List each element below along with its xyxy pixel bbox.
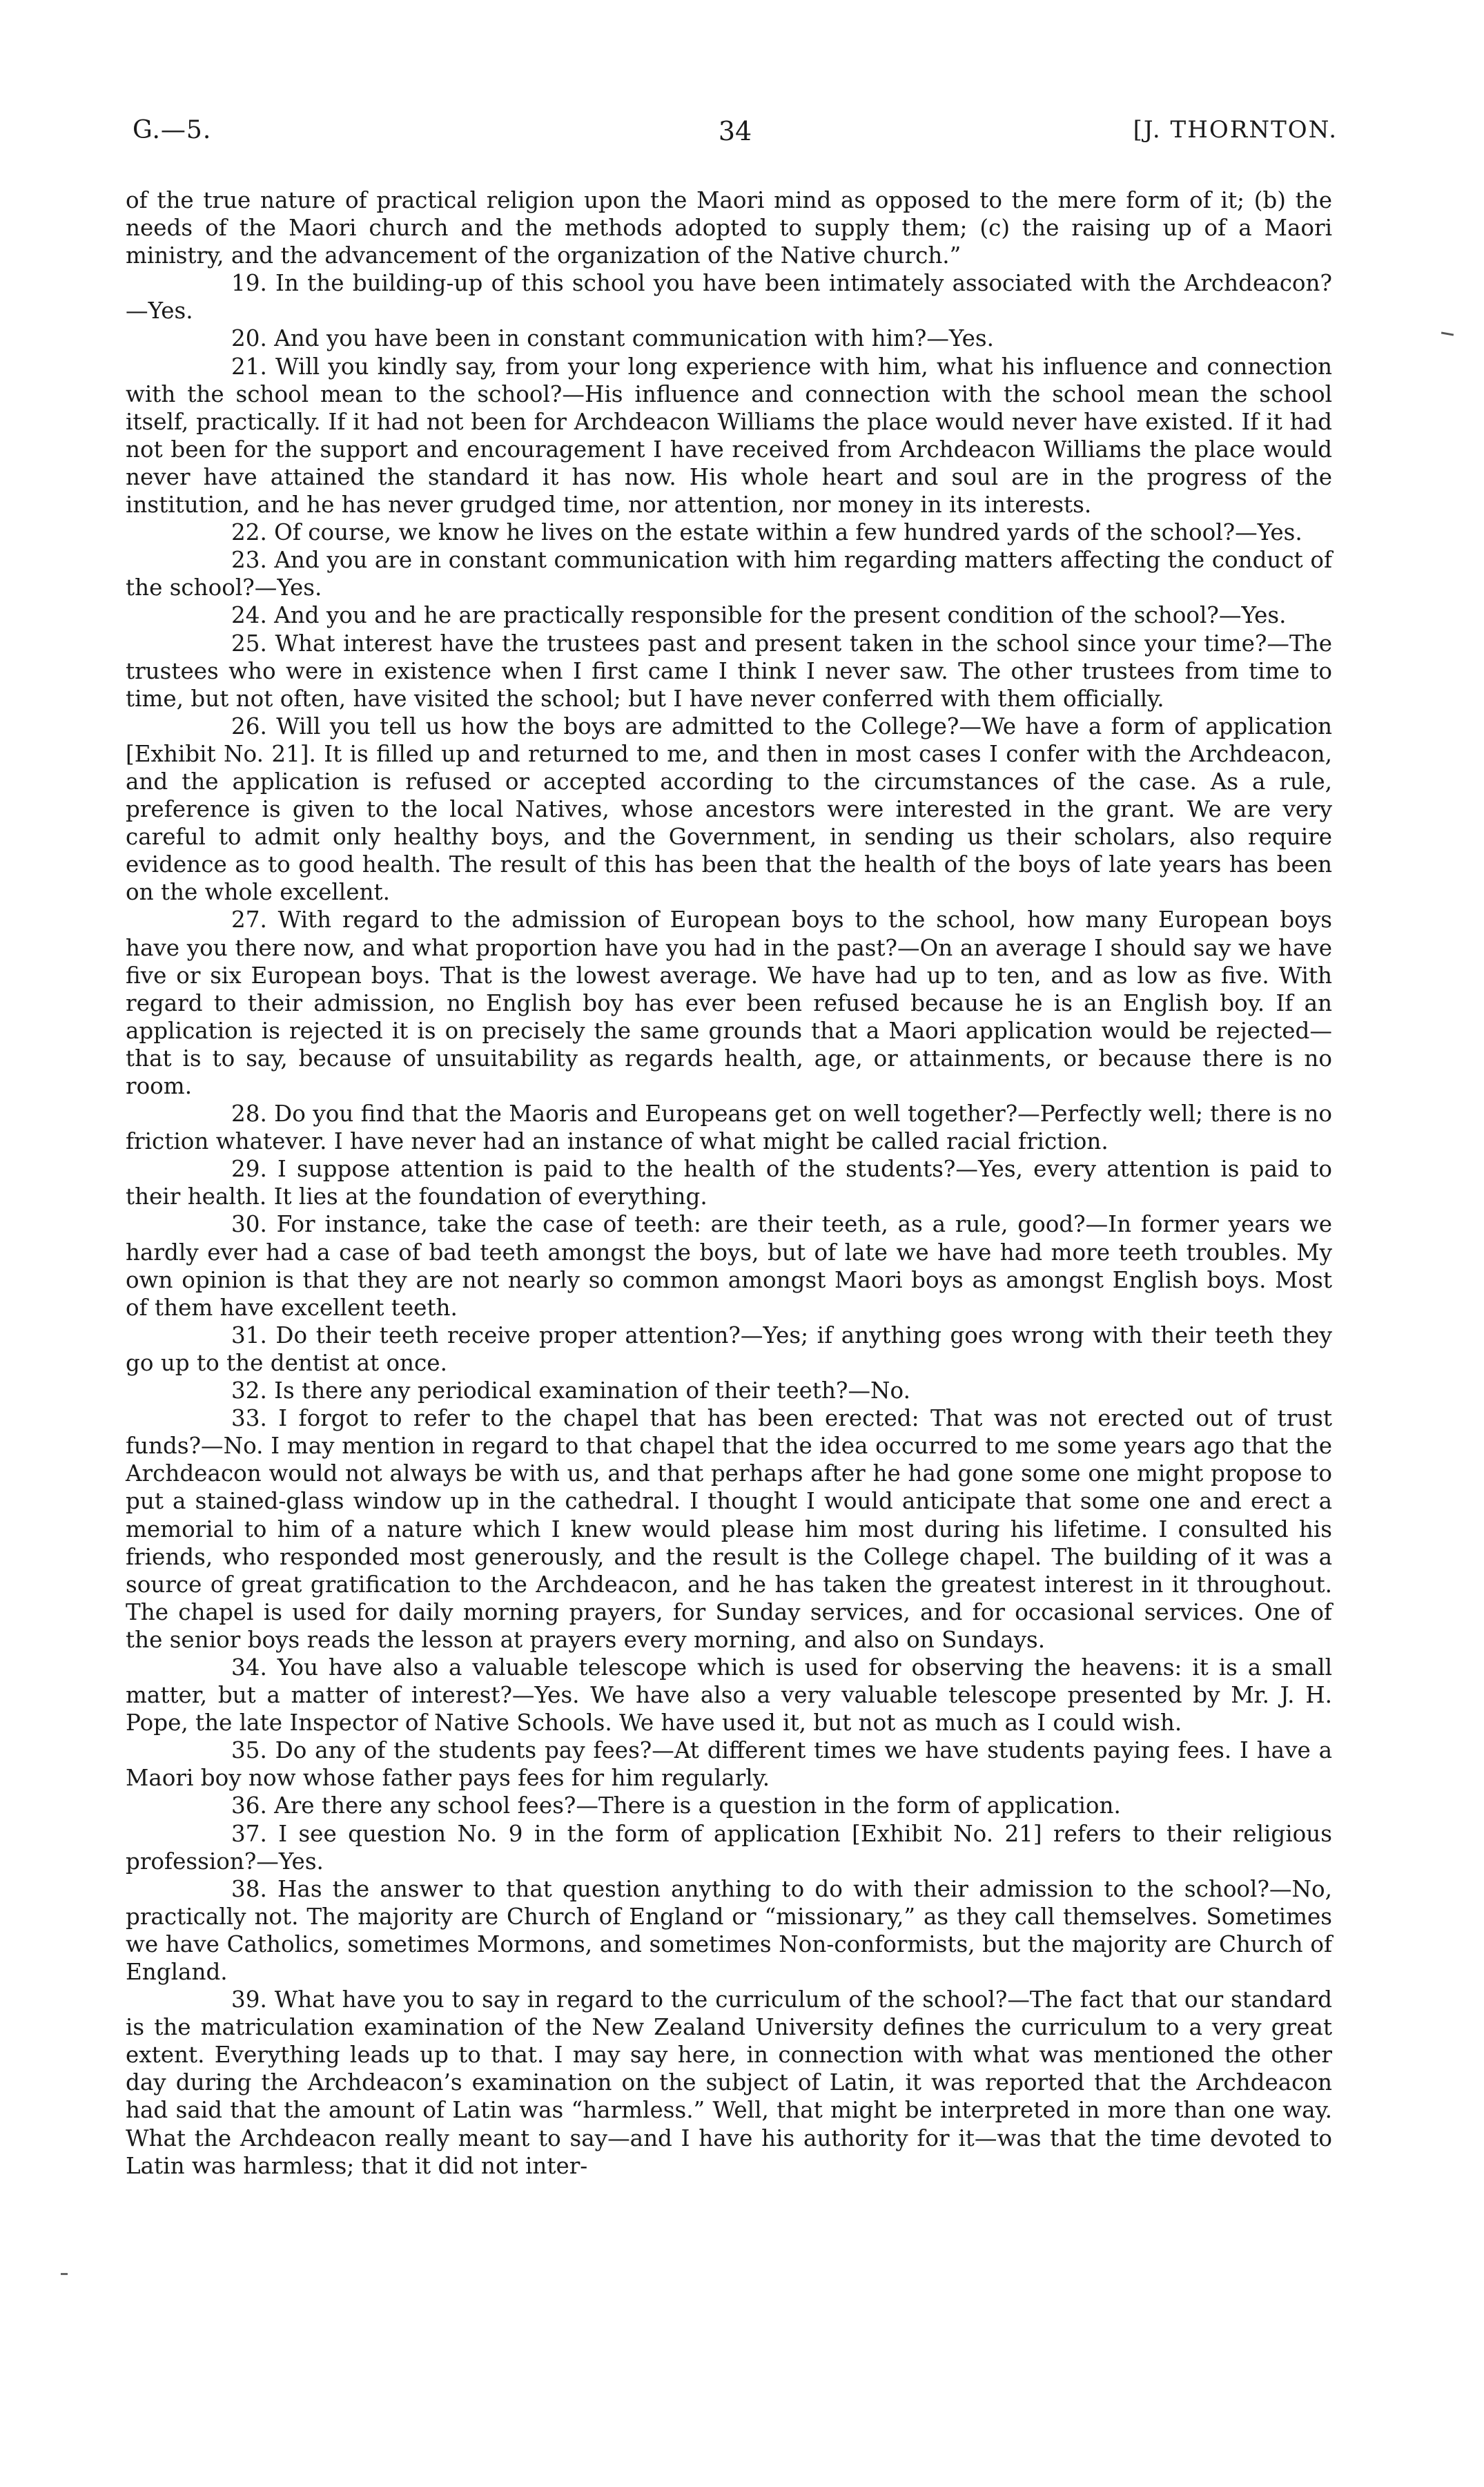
page-header — [133, 116, 1338, 157]
paragraph-q30: 30. For instance, take the case of teeth: are their teeth, as a rule, good?—In former years we hardly ever had a case of bad teeth amongst the boys, but of late we have had more teeth troubles. My own opinion is that they are not nearly so common amongst Maori boys as amongst English boys. Most of them have excellent teeth. — [126, 1211, 1332, 1321]
margin-mark — [61, 2273, 68, 2275]
paragraph-q35: 35. Do any of the students pay fees?—At different times we have students paying fees. I have a Maori boy now whose father pays fees for him regularly. — [126, 1737, 1332, 1792]
paragraph-q26: 26. Will you tell us how the boys are admitted to the College?—We have a form of application [Exhibit No. 21]. It is filled up and returned to me, and then in most cases I confer with the Archdeacon, and the application is refused or accepted according to the circumstances of the case. As a rule, preference is given to the local Natives, whose ancestors were interested in the grant. We are very careful to admit only healthy boys, and the Government, in sending us their scholars, also require evidence as to good health. The result of this has been that the health of the boys of late years has been on the whole excellent. — [126, 713, 1332, 906]
paragraph-q21: 21. Will you kindly say, from your long experience with him, what his influence and connection with the school mean to the school?—His influence and connection with the school mean the school itself, practically. If it had not been for Archdeacon Williams the place would never have existed. If it had not been for the support and encouragement I have received from Archdeacon Williams the place would never have attained the standard it has now. His whole heart and soul are in the progress of the institution, and he has never grudged time, nor attention, nor money in its interests. — [126, 353, 1332, 519]
paragraph-q27: 27. With regard to the admission of European boys to the school, how many European boys have you there now, and what proportion have you had in the past?—On an average I should say we have five or six European boys. That is the lowest average. We have had up to ten, and as low as five. With regard to their admission, no English boy has ever been refused because he is an English boy. If an application is rejected it is on precisely the same grounds that a Maori application would be rejected—that is to say, because of unsuitability as regards health, age, or attainments, or because there is no room. — [126, 907, 1332, 1099]
paragraph-q28: 28. Do you find that the Maoris and Europeans get on well together?—Perfectly well; there is no friction whatever. I have never had an instance of what might be called racial friction. — [126, 1101, 1332, 1155]
paragraph-q33: 33. I forgot to refer to the chapel that has been erected: That was not erected out of trust funds?—No. I may mention in regard to that chapel that the idea occurred to me some years ago that the Archdeacon would not always be with us, and that perhaps after he had gone some one might propose to put a stained-glass window up in the cathedral. I thought I would anticipate that some one and erect a memorial to him of a nature which I knew would please him most during his lifetime. I consulted his friends, who responded most generously, and the result is the College chapel. The building of it was a source of great gratification to the Archdeacon, and he has taken the greatest interest in it throughout. The chapel is used for daily morning prayers, for Sunday services, and for occasional services. One of the senior boys reads the lesson at prayers every morning, and also on Sundays. — [126, 1405, 1332, 1653]
paragraph-q39: 39. What have you to say in regard to the curriculum of the school?—The fact that our standard is the matriculation examination of the New Zealand University defines the curriculum to a very great extent. Everything leads up to that. I may say here, in connection with what was mentioned the other day during the Archdeacon’s examination on the subject of Latin, it was reported that the Archdeacon had said that the amount of Latin was “harmless.” Well, that might be interpreted in more than one way. What the Archdeacon really meant to say—and I have his authority for it—was that the time devoted to Latin was harmless; that it did not inter- — [126, 1986, 1332, 2179]
witness-name: [J. THORNTON. — [1133, 116, 1338, 144]
paragraph-q36: 36. Are there any school fees?—There is a question in the form of application. — [231, 1792, 1121, 1819]
paragraph-q37: 37. I see question No. 9 in the form of application [Exhibit No. 21] refers to their religious profession?—Yes. — [126, 1820, 1332, 1875]
report-reference: G.—5. — [133, 116, 212, 144]
paragraph-continuation: of the true nature of practical religion upon the Maori mind as opposed to the mere form of it; (b) the needs of the Maori church and the methods adopted to supply them; (c) the raising up of a Maori ministry, and the advancement of the organization of the Native church.” — [126, 187, 1332, 269]
paragraph-q22: 22. Of course, we know he lives on the estate within a few hundred yards of the school?—Yes. — [231, 519, 1302, 546]
paragraph-q24: 24. And you and he are practically responsible for the present condition of the school?—Yes. — [231, 602, 1287, 629]
paragraph-q34: 34. You have also a valuable telescope which is used for observing the heavens: it is a small matter, but a matter of interest?—Yes. We have also a very valuable telescope presented by Mr. J. H. Pope, the late Inspector of Native Schools. We have used it, but not as much as I could wish. — [126, 1654, 1332, 1736]
paragraph-q19: 19. In the building-up of this school you have been intimately associated with the Archdeacon?—Yes. — [126, 270, 1332, 325]
margin-mark — [1441, 331, 1454, 336]
paragraph-q25: 25. What interest have the trustees past and present taken in the school since your time?—The trustees who were in existence when I first came I think I never saw. The other trustees from time to time, but not often, have visited the school; but I have never conferred with them officially. — [126, 630, 1332, 712]
paragraph-q20: 20. And you have been in constant communication with him?—Yes. — [231, 325, 994, 352]
paragraph-q32: 32. Is there any periodical examination of their teeth?—No. — [231, 1377, 910, 1404]
paragraph-q38: 38. Has the answer to that question anything to do with their admission to the school?—No, practically not. The majority are Church of England or “missionary,” as they call themselves. Sometimes we have Catholics, sometimes Mormons, and sometimes Non-conformists, but the majority are Church of England. — [126, 1875, 1332, 1985]
paragraph-q23: 23. And you are in constant communication with him regarding matters affecting the conduct of the school?—Yes. — [126, 547, 1332, 601]
paragraph-q29: 29. I suppose attention is paid to the health of the students?—Yes, every attention is paid to their health. It lies at the foundation of everything. — [126, 1156, 1332, 1210]
document-body — [126, 186, 1332, 2180]
paragraph-q31: 31. Do their teeth receive proper attention?—Yes; if anything goes wrong with their teeth they go up to the dentist at once. — [126, 1322, 1332, 1376]
page-number: 34 — [718, 116, 752, 146]
